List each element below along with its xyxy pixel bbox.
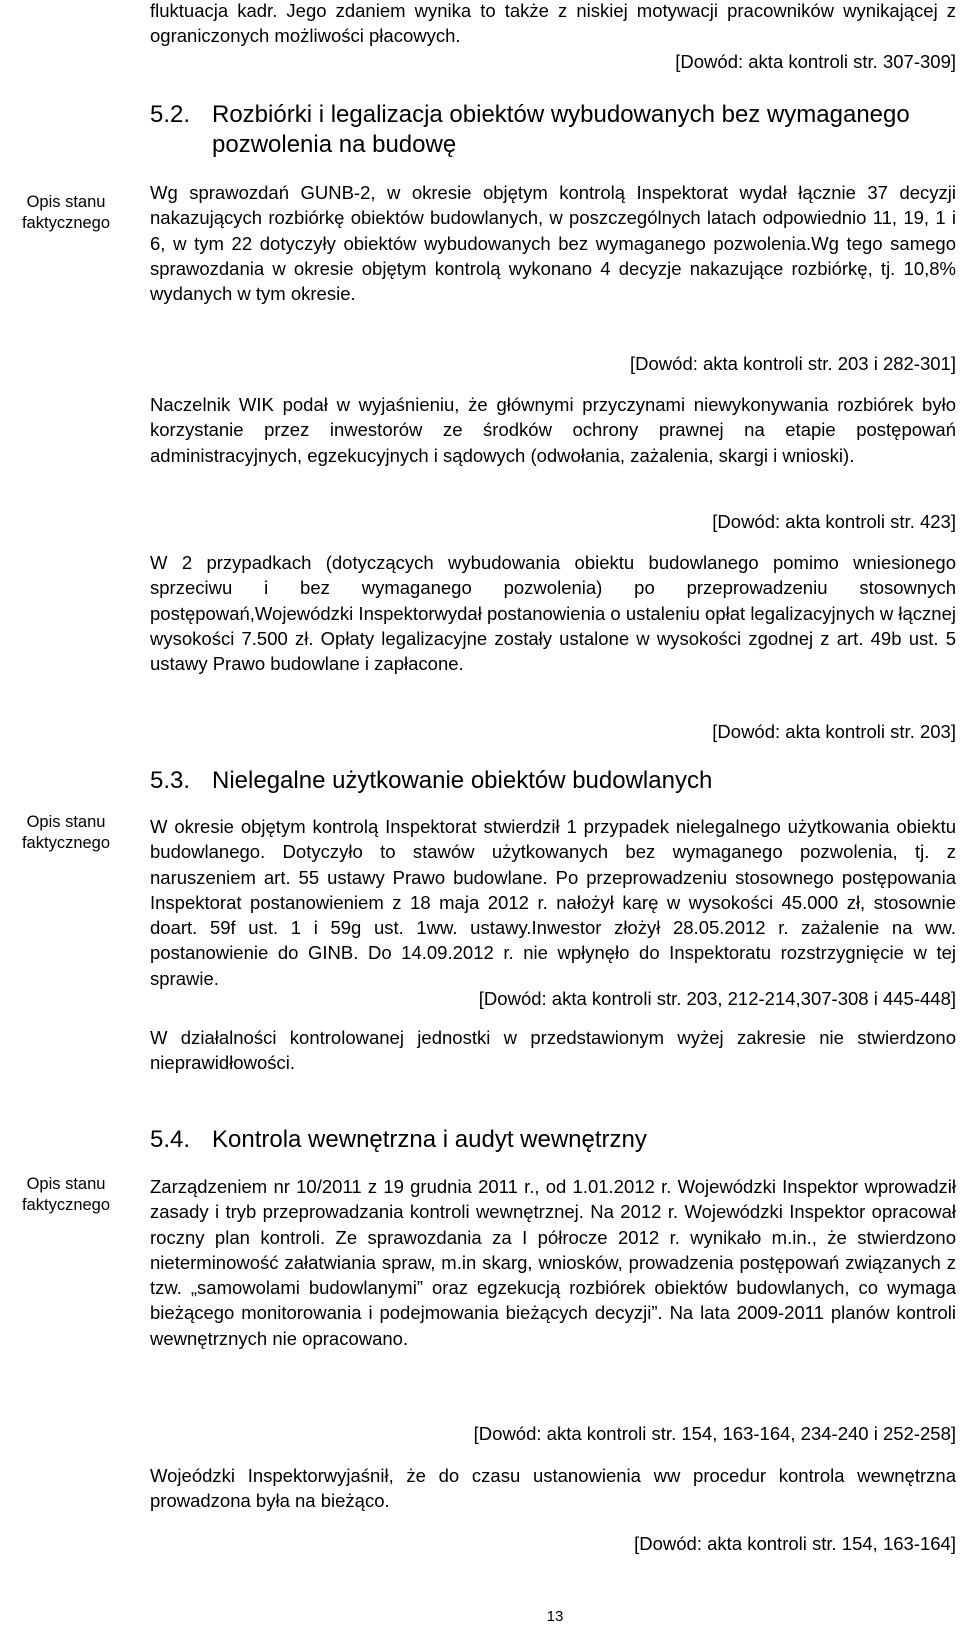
evidence-reference: [Dowód: akta kontroli str. 423]: [712, 511, 956, 532]
sidebar-label-2: [0, 812, 132, 854]
section-heading-5-2-cont: [212, 130, 456, 160]
evidence-reference: [Dowód: akta kontroli str. 307-309]: [675, 51, 956, 72]
section-heading-5-2: [150, 100, 910, 130]
sidebar-label-line1: Opis stanu: [26, 813, 106, 831]
sidebar-label-1: [0, 192, 132, 234]
evidence-reference: [Dowód: akta kontroli str. 203]: [712, 721, 956, 742]
section-title: Nielegalne użytkowanie obiektów budowlanych: [212, 767, 713, 794]
evidence-reference: [Dowód: akta kontroli str. 203 i 282-301]: [630, 353, 956, 374]
paragraph-text: Zarządzeniem nr 10/2011 z 19 grudnia 2011 r., od 1.01.2012 r. Wojewódzki Inspektor wprowadził zasady i tryb przeprowadzania kontroli wewnętrznej. Na 2012 r. Wojewódzki Inspektor opracował roczny plan kontroli. Ze sprawozdania za I półrocze 2012 r. wynikało m.in., że stwierdzono nieterminowość załatwiania spraw, m.in skarg, wniosków, prowadzenia postępowań związanych z tzw. „samowolami budowlanymi” oraz egzekucją rozbiórek obiektów budowlanych, co wymaga bieżącego monitorowania i podejmowania bieżących decyzji”. Na lata 2009-2011 planów kontroli wewnętrznych nie opracowano.: [150, 1176, 956, 1349]
paragraph-text: W 2 przypadkach (dotyczących wybudowania obiektu budowlanego pomimo wniesionego sprzeciwu i bez wymaganego pozwolenia) po przeprowadzeniu stosownych postępowań,Wojewódzki Inspektorwydał postanowienia o ustaleniu opłat legalizacyjnych w łącznej wysokości 7.500 zł. Opłaty legalizacyjne zostały ustalone w wysokości zgodnej z art. 49b ust. 5 ustawy Prawo budowlane i zapłacone.: [150, 552, 956, 675]
top-paragraph: [150, 0, 956, 49]
section-heading-5-3: [150, 766, 712, 796]
paragraph-text: fluktuacja kadr. Jego zdaniem wynika to także z niskiej motywacji pracowników wynikającej z ograniczonych możliwości płacowych.: [150, 0, 956, 47]
paragraph-5-2-3: [150, 550, 956, 676]
paragraph-5-3-2: [150, 1025, 956, 1076]
sidebar-label-line1: Opis stanu: [26, 1175, 106, 1193]
section-title: Kontrola wewnętrzna i audyt wewnętrzny: [212, 1126, 647, 1153]
evidence-reference: [Dowód: akta kontroli str. 154, 163-164]: [634, 1533, 956, 1554]
sidebar-label-3: [0, 1174, 132, 1216]
section-number: 5.2.: [150, 101, 191, 128]
paragraph-5-2-2: [150, 392, 956, 468]
paragraph-5-3-1: [150, 814, 956, 991]
section-title-cont: pozwolenia na budowę: [212, 131, 457, 158]
section-number: 5.3.: [150, 767, 191, 794]
paragraph-5-4-1: [150, 1174, 956, 1351]
sidebar-label-line2: faktycznego: [21, 834, 111, 852]
sidebar-label-line2: faktycznego: [21, 214, 111, 232]
section-heading-5-4: [150, 1125, 647, 1155]
sidebar-label-line2: faktycznego: [21, 1196, 111, 1214]
paragraph-text: W działalności kontrolowanej jednostki w przedstawionym wyżej zakresie nie stwierdzono nieprawidłowości.: [150, 1027, 956, 1074]
sidebar-label-line1: Opis stanu: [26, 193, 106, 211]
paragraph-5-4-2: [150, 1463, 956, 1514]
paragraph-text: Wg sprawozdań GUNB-2, w okresie objętym kontrolą Inspektorat wydał łącznie 37 decyzji nakazujących rozbiórkę obiektów budowlanych, w poszczególnych latach odpowiednio 11, 19, 1 i 6, w tym 22 dotyczyły obiektów wybudowanych bez wymaganego pozwolenia.Wg tego samego sprawozdania w okresie objętym kontrolą wykonano 4 decyzje nakazujące rozbiórkę, tj. 10,8% wydanych w tym okresie.: [150, 182, 956, 305]
evidence-reference: [Dowód: akta kontroli str. 154, 163-164, 234-240 i 252-258]: [473, 1423, 956, 1444]
page-number: 13: [546, 1608, 564, 1625]
paragraph-text: Naczelnik WIK podał w wyjaśnieniu, że głównymi przyczynami niewykonywania rozbiórek było korzystanie przez inwestorów ze środków ochrony prawnej na etapie postępowań administracyjnych, egzekucyjnych i sądowych (odwołania, zażalenia, skargi i wnioski).: [150, 394, 956, 466]
paragraph-5-2-1: [150, 180, 956, 306]
section-title: Rozbiórki i legalizacja obiektów wybudowanych bez wymaganego: [212, 101, 910, 128]
evidence-reference: [Dowód: akta kontroli str. 203, 212-214,307-308 i 445-448]: [478, 988, 956, 1009]
paragraph-text: W okresie objętym kontrolą Inspektorat stwierdził 1 przypadek nielegalnego użytkowania obiektu budowlanego. Dotyczyło to stawów użytkowanych bez wymaganego pozwolenia, tj. z naruszeniem art. 55 ustawy Prawo budowlane. Po przeprowadzeniu stosownego postępowania Inspektorat postanowieniem z 18 maja 2012 r. nałożył karę w wysokości 45.000 zł, stosownie doart. 59f ust. 1 i 59g ust. 1ww. ustawy.Inwestor złożył 28.05.2012 r. zażalenie na ww. postanowienie do GINB. Do 14.09.2012 r. nie wpłynęło do Inspektoratu rozstrzygnięcie w tej sprawie.: [150, 816, 956, 989]
paragraph-text: Wojeódzki Inspektorwyjaśnił, że do czasu ustanowienia ww procedur kontrola wewnętrzna prowadzona była na bieżąco.: [150, 1465, 956, 1512]
section-number: 5.4.: [150, 1126, 191, 1153]
